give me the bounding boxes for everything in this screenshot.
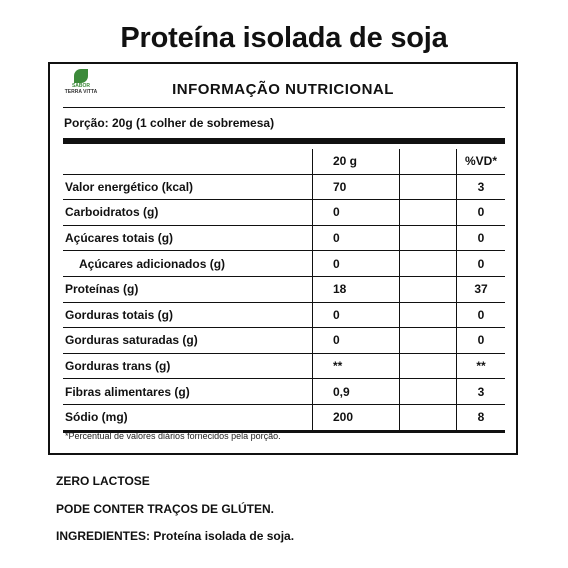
thick-divider [63,138,505,144]
nutrient-name: Proteínas (g) [63,276,313,302]
nutrient-amount: 70 [313,174,400,200]
nutrient-vd: 0 [457,225,506,251]
nutrient-amount: 0 [313,225,400,251]
blank-cell [400,302,457,328]
table-row [63,353,505,379]
nutrient-name: Gorduras trans (g) [63,353,313,379]
nutrient-vd: 0 [457,328,506,354]
nutrient-vd: 37 [457,276,506,302]
header-vd: %VD* [457,149,506,174]
nutrient-amount: ** [313,353,400,379]
blank-cell [400,174,457,200]
table-row [63,200,505,226]
nutrition-heading: INFORMAÇÃO NUTRICIONAL [172,81,394,98]
blank-cell [400,276,457,302]
nutrient-vd: 0 [457,200,506,226]
nutrient-vd: 0 [457,302,506,328]
blank-cell [400,251,457,277]
blank-cell [400,379,457,405]
portion-size: Porção: 20g (1 colher de sobremesa) [64,116,275,130]
nutrient-amount: 18 [313,276,400,302]
nutrient-vd: 8 [457,404,506,431]
header-blank-2 [400,149,457,174]
footnote: *Percentual de valores diários fornecidos pela porção. [65,431,281,441]
blank-cell [400,353,457,379]
table-row [63,174,505,200]
ingredients-note: INGREDIENTES: Proteína isolada de soja. [56,529,295,543]
nutrient-name: Açúcares adicionados (g) [63,251,313,277]
nutrient-name: Sódio (mg) [63,404,313,431]
header-blank [63,149,313,174]
nutrient-name: Gorduras saturadas (g) [63,328,313,354]
header-amount: 20 g [313,149,400,174]
blank-cell [400,328,457,354]
nutrient-name: Carboidratos (g) [63,200,313,226]
nutrient-vd: ** [457,353,506,379]
nutrition-table [63,149,505,433]
table-row [63,404,505,431]
product-title: Proteína isolada de soja [120,22,448,54]
blank-cell [400,200,457,226]
lactose-note: ZERO LACTOSE [56,474,150,488]
nutrient-amount: 0 [313,200,400,226]
nutrient-amount: 0 [313,251,400,277]
nutrient-amount: 0 [313,328,400,354]
nutrient-vd: 0 [457,251,506,277]
table-row [63,225,505,251]
logo-line-1: SABOR [71,83,91,89]
table-row [63,276,505,302]
nutrient-name: Gorduras totais (g) [63,302,313,328]
table-row [63,379,505,405]
logo-line-2: TERRA VITTA [64,89,98,95]
table-row [63,251,505,277]
nutrition-facts-panel [48,62,518,455]
nutrient-amount: 200 [313,404,400,431]
nutrient-vd: 3 [457,379,506,405]
nutrient-name: Açúcares totais (g) [63,225,313,251]
table-header-row [63,149,505,174]
divider [63,107,505,108]
nutrient-amount: 0,9 [313,379,400,405]
gluten-note: PODE CONTER TRAÇOS DE GLÚTEN. [56,502,275,516]
nutrient-name: Valor energético (kcal) [63,174,313,200]
table-row [63,302,505,328]
nutrient-amount: 0 [313,302,400,328]
table-row [63,328,505,354]
nutrient-name: Fibras alimentares (g) [63,379,313,405]
nutrient-vd: 3 [457,174,506,200]
blank-cell [400,404,457,431]
blank-cell [400,225,457,251]
